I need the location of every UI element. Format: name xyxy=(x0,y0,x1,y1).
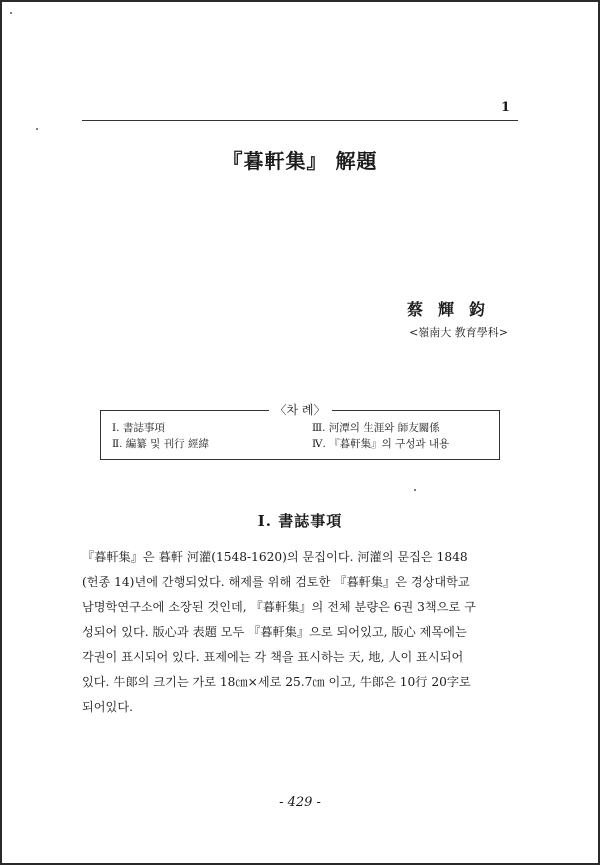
body-line: 남명학연구소에 소장된 것인데, 『暮軒集』의 전체 분량은 6권 3책으로 구 xyxy=(82,600,476,614)
body-line: 각권이 표시되어 있다. 표제에는 각 책을 표시하는 天, 地, 人이 표시되어 xyxy=(82,650,464,664)
scan-speck xyxy=(414,489,416,491)
scan-speck xyxy=(10,12,12,14)
toc-item-3: Ⅲ. 河潭의 生涯와 師友關係 xyxy=(312,422,440,434)
body-paragraph xyxy=(82,545,512,720)
body-line: (헌종 14)년에 간행되었다. 해제를 위해 검토한 『暮軒集』은 경상대학교 xyxy=(82,575,470,589)
toc-heading: 〈차 례〉 xyxy=(0,401,600,418)
body-line: 『暮軒集』은 暮軒 河灌(1548-1620)의 문집이다. 河灌의 문집은 1848 xyxy=(82,550,468,564)
scan-speck xyxy=(36,128,38,130)
body-line: 성되어 있다. 版心과 表題 모두 『暮軒集』으로 되어있고, 版心 제목에는 xyxy=(82,625,467,639)
scan-border-left xyxy=(0,0,2,865)
section-heading: Ⅰ. 書誌事項 xyxy=(257,512,343,530)
header-rule xyxy=(82,120,518,121)
body-line: 되어있다. xyxy=(82,700,133,714)
document-title: 『暮軒集』 解題 xyxy=(222,149,378,173)
toc-item-4: Ⅳ. 『暮軒集』의 구성과 내용 xyxy=(312,438,450,450)
author-affiliation: <嶺南大 教育學科> xyxy=(409,326,508,339)
footer-page-number: - 429 - xyxy=(279,795,321,810)
author-name: 蔡輝鈞 xyxy=(406,300,500,319)
toc-item-2: Ⅱ. 編纂 및 刊行 經緯 xyxy=(112,438,209,450)
scan-border-top xyxy=(0,0,600,2)
header-page-number: 1 xyxy=(500,100,510,115)
toc-item-1: Ⅰ. 書誌事項 xyxy=(112,422,165,434)
body-line: 있다. 牛郞의 크기는 가로 18㎝×세로 25.7㎝ 이고, 牛郞은 10行 20字로 xyxy=(82,675,471,689)
